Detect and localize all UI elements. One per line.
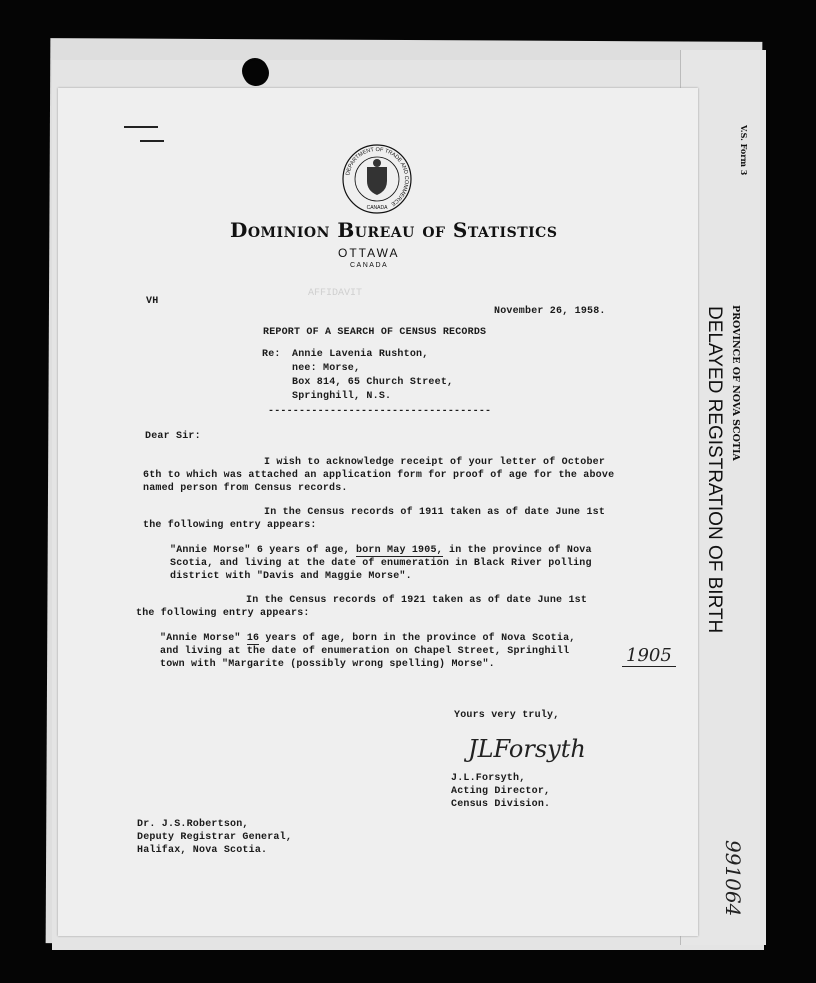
paragraph-line: I wish to acknowledge receipt of your letter of October	[264, 457, 606, 468]
paragraph-line: named person from Census records.	[143, 483, 348, 494]
entry-line: district with "Davis and Maggie Morse".	[170, 571, 412, 582]
paragraph-line: In the Census records of 1911 taken as of date June 1st	[264, 507, 606, 518]
separator: ------------------------------------	[268, 406, 492, 417]
letter-page: AFFIDAVIT	[58, 88, 698, 936]
entry-line: "Annie Morse" 16 years of age, born in the province of Nova Scotia,	[160, 633, 576, 644]
svg-text:DEPARTMENT OF TRADE AND COMMER: DEPARTMENT OF TRADE AND COMMERCE	[345, 146, 410, 207]
re-line: nee: Morse,	[292, 363, 361, 374]
recipient-line: Deputy Registrar General,	[137, 832, 293, 843]
entry-line: Scotia, and living at the date of enumeration in Black River polling	[170, 558, 592, 569]
entry-line: and living at the date of enumeration on Chapel Street, Springhill	[160, 646, 570, 657]
paragraph-line: In the Census records of 1921 taken as of date June 1st	[246, 595, 588, 606]
recipient-line: Halifax, Nova Scotia.	[137, 845, 268, 856]
punch-hole	[243, 60, 269, 86]
underlined-age: 16	[246, 633, 260, 644]
signer-line: Census Division.	[451, 799, 551, 810]
file-number: 991064	[721, 840, 745, 917]
margin-note: 1905	[622, 645, 676, 667]
initials: VH	[146, 296, 159, 307]
signer-line: J.L.Forsyth,	[451, 773, 526, 784]
entry-line: town with "Margarite (possibly wrong spelling) Morse".	[160, 659, 495, 670]
re-label: Re:	[262, 349, 281, 360]
underlined-birth: born May 1905,	[356, 545, 443, 556]
paragraph-line: 6th to which was attached an application form for proof of age for the above	[143, 470, 615, 481]
paragraph-line: the following entry appears:	[143, 520, 317, 531]
organization-name: Dominion Bureau of Statistics	[230, 218, 558, 242]
entry-line: "Annie Morse" 6 years of age, born May 1905, in the province of Nova	[170, 545, 592, 556]
closing: Yours very truly,	[454, 710, 560, 721]
margin-mark	[140, 140, 164, 142]
department-seal	[341, 143, 413, 215]
recipient-line: Dr. J.S.Robertson,	[137, 819, 249, 830]
country: CANADA	[350, 262, 389, 269]
province-label: PROVINCE OF NOVA SCOTIA	[730, 305, 741, 461]
subject: REPORT OF A SEARCH OF CENSUS RECORDS	[263, 327, 487, 338]
salutation: Dear Sir:	[145, 431, 201, 442]
paragraph-line: the following entry appears:	[136, 608, 310, 619]
re-line: Annie Lavenia Rushton,	[292, 349, 429, 360]
form-number: V.S. Form 3	[739, 125, 749, 176]
letter-date: November 26, 1958.	[494, 306, 606, 317]
form-heading: DELAYED REGISTRATION OF BIRTH	[704, 306, 725, 634]
city: OTTAWA	[338, 246, 400, 260]
margin-mark	[124, 126, 158, 128]
signer-line: Acting Director,	[451, 786, 551, 797]
re-line: Box 814, 65 Church Street,	[292, 377, 454, 388]
re-line: Springhill, N.S.	[292, 391, 392, 402]
svg-text:CANADA: CANADA	[366, 205, 388, 211]
signature: JLForsyth	[468, 735, 586, 763]
